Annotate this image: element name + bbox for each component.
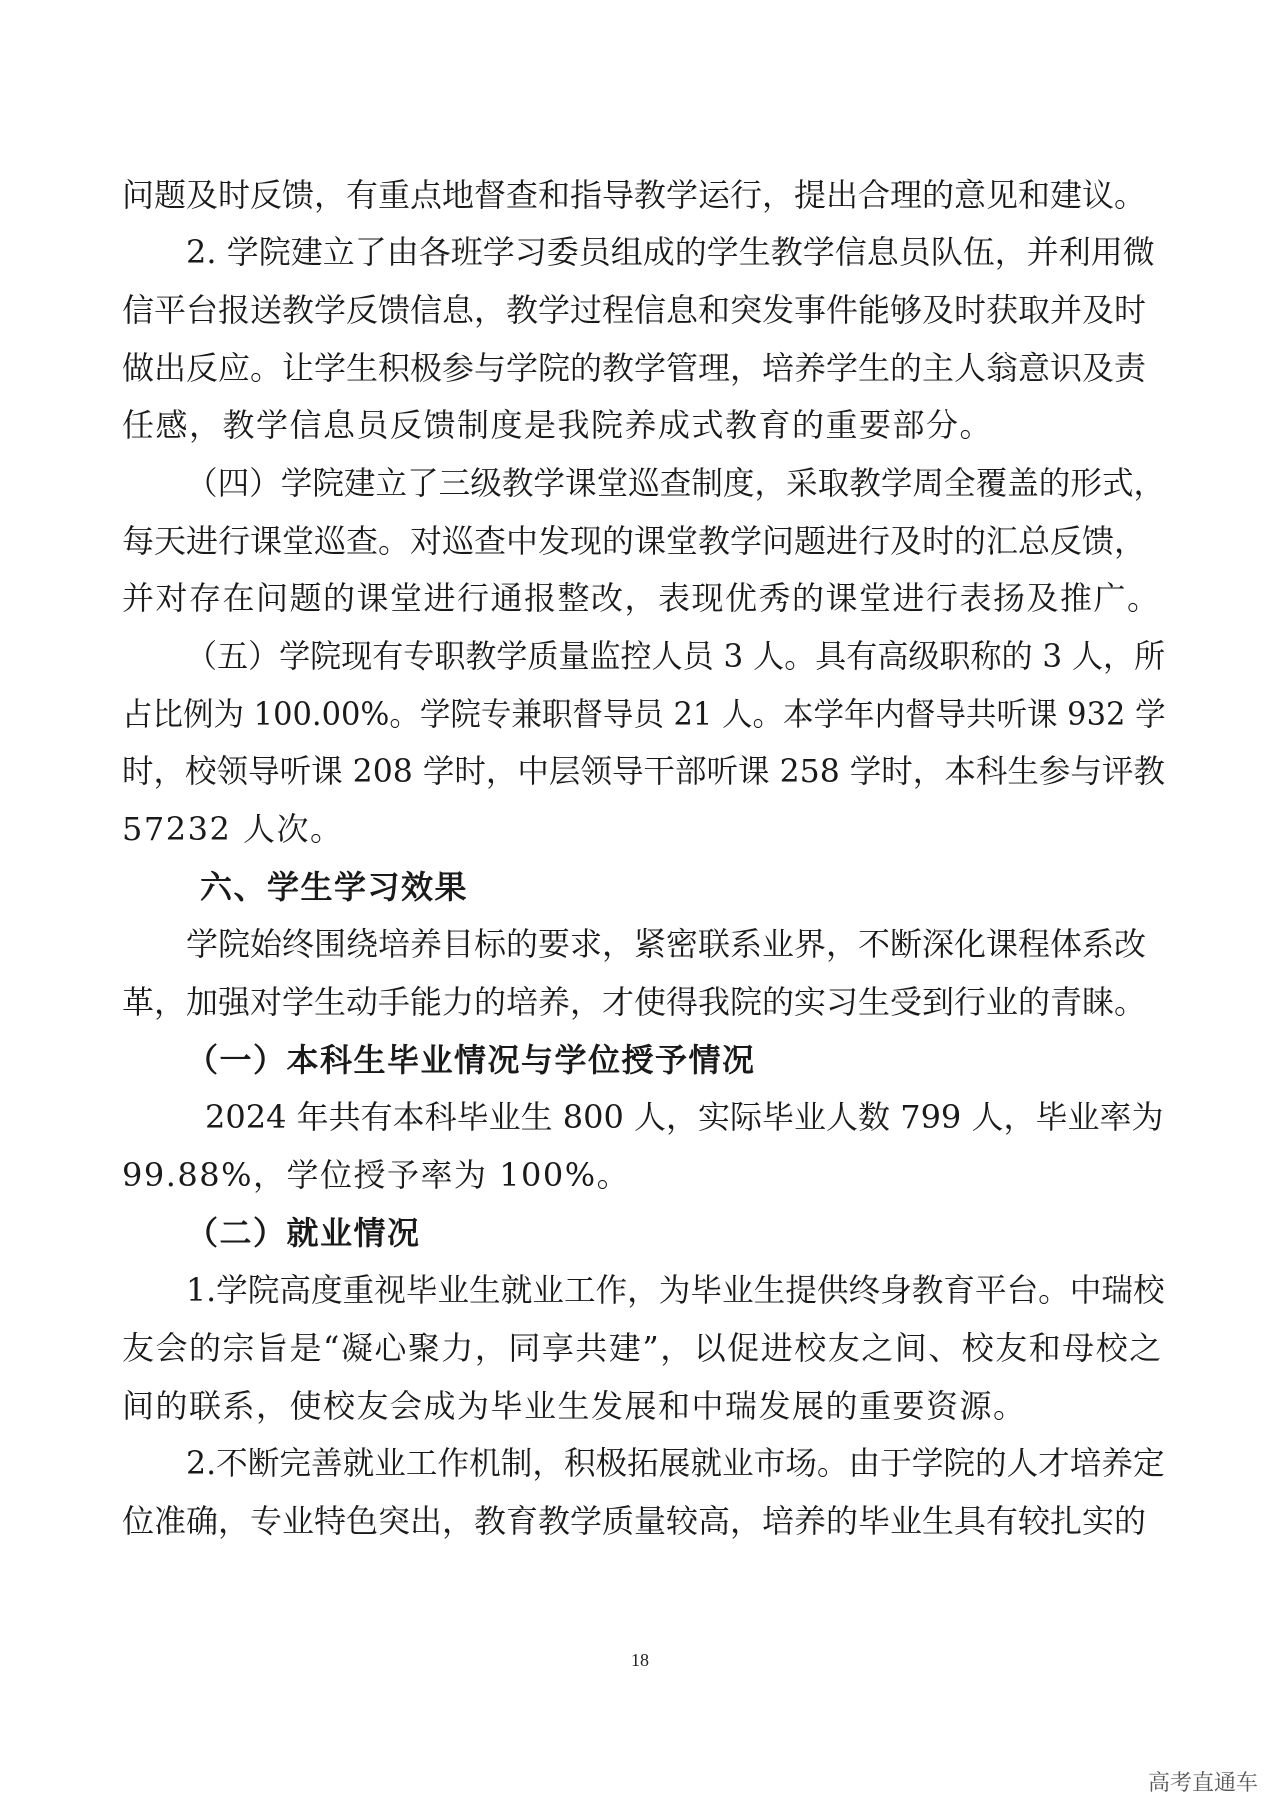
- paragraph-line: 57232 人次。: [122, 810, 344, 848]
- paragraph-line: （五）学院现有专职教学质量监控人员 3 人。具有高级职称的 3 人，所: [186, 637, 1166, 675]
- paragraph-line: 2024 年共有本科毕业生 800 人，实际毕业人数 799 人，毕业率为: [205, 1098, 1164, 1136]
- paragraph-line: 2.不断完善就业工作机制，积极拓展就业市场。由于学院的人才培养定: [186, 1444, 1165, 1482]
- paragraph-line: 信平台报送教学反馈信息，教学过程信息和突发事件能够及时获取并及时: [122, 291, 1147, 329]
- paragraph-line: 任感，教学信息员反馈制度是我院养成式教育的重要部分。: [122, 406, 994, 444]
- watermark: 高考直通车: [1147, 1771, 1258, 1796]
- paragraph-line: 革，加强对学生动手能力的培养，才使得我院的实习生受到行业的青睐。: [122, 983, 1147, 1021]
- paragraph-line: 2. 学院建立了由各班学习委员组成的学生教学信息员队伍，并利用微: [186, 233, 1155, 271]
- subsection-heading: （一）本科生毕业情况与学位授予情况: [186, 1041, 756, 1079]
- paragraph-line: （四）学院建立了三级教学课堂巡查制度，采取教学周全覆盖的形式，: [186, 464, 1166, 502]
- paragraph-line: 时，校领导听课 208 学时，中层领导干部听课 258 学时，本科生参与评教: [122, 752, 1165, 790]
- paragraph-line: 位准确，专业特色突出，教育教学质量较高，培养的毕业生具有较扎实的: [122, 1502, 1147, 1540]
- paragraph-line: 并对存在问题的课堂进行通报整改，表现优秀的课堂进行表扬及推广。: [122, 579, 1161, 617]
- paragraph-line: 做出反应。让学生积极参与学院的教学管理，培养学生的主人翁意识及责: [122, 349, 1147, 387]
- paragraph-line: 1.学院高度重视毕业生就业工作，为毕业生提供终身教育平台。中瑞校: [186, 1271, 1165, 1309]
- section-heading: 六、学生学习效果: [200, 868, 469, 906]
- paragraph-line: 99.88%，学位授予率为 100%。: [122, 1156, 631, 1194]
- page-number: 18: [631, 1650, 649, 1670]
- paragraph-line: 每天进行课堂巡查。对巡查中发现的课堂教学问题进行及时的汇总反馈，: [122, 522, 1147, 560]
- paragraph-line: 占比例为 100.00%。学院专兼职督导员 21 人。本学年内督导共听课 932 学: [122, 695, 1166, 733]
- subsection-heading: （二）就业情况: [186, 1214, 421, 1252]
- paragraph-line: 学院始终围绕培养目标的要求，紧密联系业界，不断深化课程体系改: [186, 925, 1147, 963]
- paragraph-line: 友会的宗旨是“凝心聚力，同享共建”，以促进校友之间、校友和母校之: [122, 1329, 1163, 1367]
- paragraph-line: 间的联系，使校友会成为毕业生发展和中瑞发展的重要资源。: [122, 1387, 1027, 1425]
- paragraph-line: 问题及时反馈，有重点地督查和指导教学运行，提出合理的意见和建议。: [122, 176, 1147, 214]
